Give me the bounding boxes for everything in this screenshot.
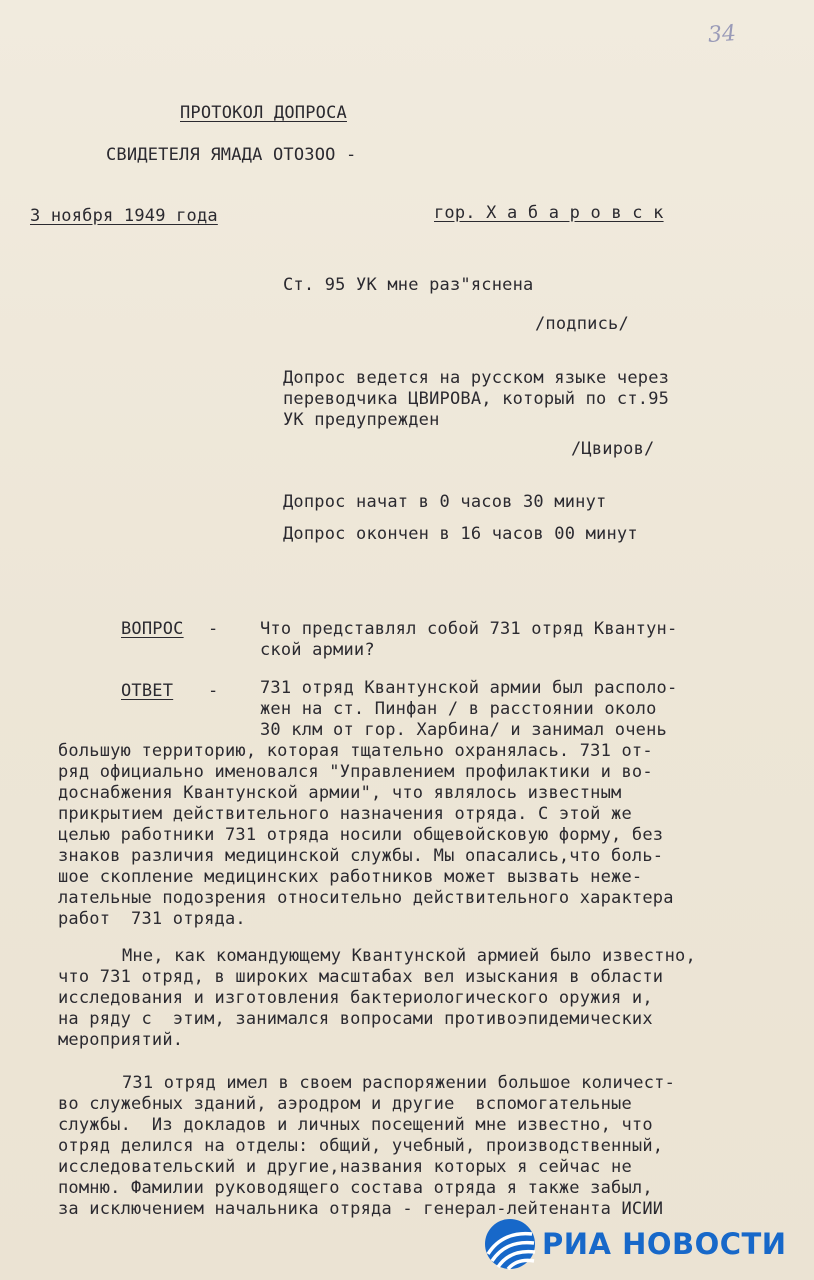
translator-line: УК предупрежден [283,410,440,430]
watermark-text: РИА НОВОСТИ [542,1227,787,1261]
paragraph-line: что 731 отряд, в широких масштабах вел изыскания в области [58,967,664,987]
document-subtitle: СВИДЕТЕЛЯ ЯМАДА ОТОЗОО - [106,145,357,165]
answer-line: ряд официально именовался "Управлением профилактики и во- [58,762,653,782]
signature-mark: /подпись/ [535,314,629,334]
answer-line: целью работники 731 отряда носили общевойсковую форму, без [58,825,664,845]
question-line: ской армии? [260,640,375,660]
page-number: 34 [707,21,737,48]
paragraph-line: во служебных зданий, аэродром и другие вспомогательные [58,1094,632,1114]
answer-line: прикрытием действительного назначения отряда. С этой же [58,804,632,824]
answer-label: ОТВЕТ [121,681,174,701]
document-date: 3 ноября 1949 года [30,206,218,226]
ria-novosti-logo [484,1218,787,1270]
answer-line: работ 731 отряда. [58,909,246,929]
question-label: ВОПРОС [121,619,184,639]
answer-line: знаков различия медицинской службы. Мы опасались,что боль- [58,846,664,866]
paragraph-line: на ряду с этим, занимался вопросами противоэпидемических [58,1009,653,1029]
paragraph-line: 731 отряд имел в своем распоряжении большое количест- [122,1073,676,1093]
paragraph-line: помню. Фамилии руководящего состава отряда я также забыл, [58,1178,653,1198]
document-city: гор. Х а б а р о в с к [434,203,664,223]
document-title: ПРОТОКОЛ ДОПРОСА [180,103,347,123]
ria-globe-icon [484,1218,536,1270]
translator-line: переводчика ЦВИРОВА, который по ст.95 [283,389,670,409]
answer-line: жен на ст. Пинфан / в расстоянии около [260,699,657,719]
paragraph-line: за исключением начальника отряда - генерал-лейтенанта ИСИИ [58,1199,664,1219]
answer-dash: - [208,681,219,701]
paragraph-line: исследования и изготовления бактериологического оружия и, [58,988,653,1008]
paragraph-line: службы. Из докладов и личных посещений мне известно, что [58,1115,653,1135]
translator-signature: /Цвиров/ [571,439,655,459]
paragraph-line: мероприятий. [58,1030,184,1050]
answer-line: доснабжения Квантунской армии", что являлось известным [58,783,622,803]
question-dash: - [208,619,219,639]
question-line: Что представлял собой 731 отряд Квантун- [260,619,678,639]
paragraph-line: Мне, как командующему Квантунской армией было известно, [122,946,696,966]
answer-line: 731 отряд Квантунской армии был располо- [260,678,678,698]
answer-line: большую территорию, которая тщательно охранялась. 731 от- [58,741,653,761]
answer-line: 30 клм от гор. Харбина/ и занимал очень [260,720,667,740]
answer-line: лательные подозрения относительно действительного характера [58,888,674,908]
interrogation-end: Допрос окончен в 16 часов 00 минут [283,524,638,544]
translator-line: Допрос ведется на русском языке через [283,368,670,388]
interrogation-start: Допрос начат в 0 часов 30 минут [283,492,607,512]
article-notice: Ст. 95 УК мне раз"яснена [283,275,534,295]
answer-line: шое скопление медицинских работников может вызвать неже- [58,867,643,887]
paragraph-line: исследовательский и другие,названия которых я сейчас не [58,1157,632,1177]
paragraph-line: отряд делился на отделы: общий, учебный, производственный, [58,1136,664,1156]
